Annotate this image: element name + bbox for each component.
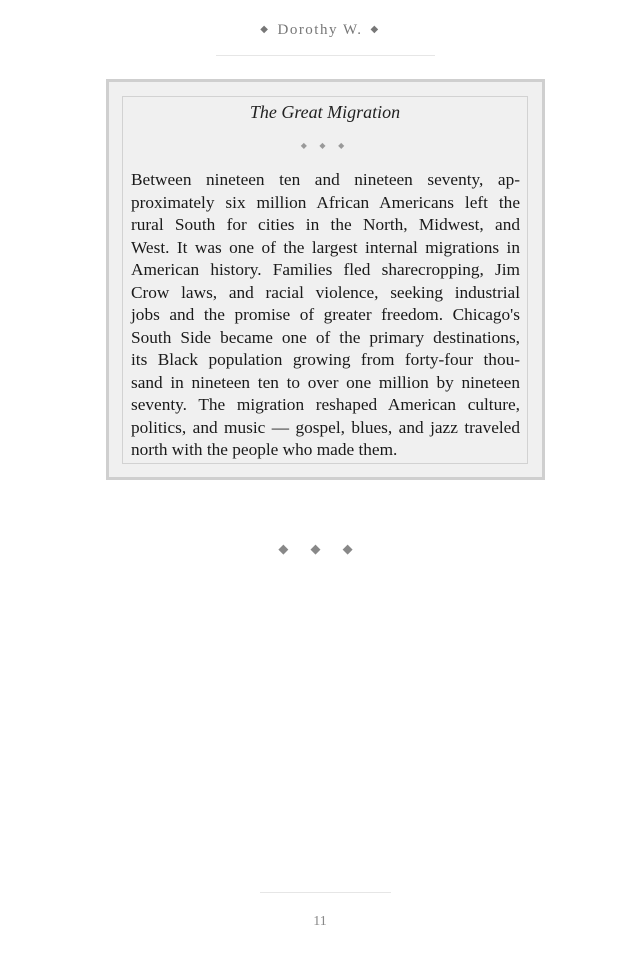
text-line: politics, and music — gospel, blues, and jazz traveled: [131, 417, 520, 437]
ornament-divider: ◆ ◆ ◆: [300, 141, 350, 150]
text-line: American history. Families fled sharecropping, Jim: [131, 260, 520, 279]
sidebar-box: [106, 79, 545, 480]
header-divider: [216, 55, 435, 56]
sidebar-title: The Great Migration: [249, 102, 401, 122]
diamond-ornament-icon: ◆: [370, 24, 380, 35]
text-line: proximately six million African Americans left the: [131, 192, 520, 212]
text-line: seventy. The migration reshaped American culture,: [131, 395, 520, 414]
text-line: Crow laws, and racial violence, seeking industrial: [131, 282, 520, 302]
sidebar-inner-frame: [122, 96, 528, 464]
section-break-ornament: ◆ ◆ ◆: [278, 542, 362, 557]
text-line: Between nineteen ten and nineteen seventy, ap-: [131, 170, 520, 189]
diamond-ornament-icon: ◆: [260, 24, 270, 35]
page-number: 11: [313, 914, 327, 929]
footer-divider: [260, 892, 391, 893]
text-line: jobs and the promise of greater freedom. Chicago's: [131, 305, 520, 324]
sidebar-body-text: [131, 169, 520, 462]
author-name: Dorothy W.: [277, 22, 363, 38]
text-line: West. It was one of the largest internal migrations in: [131, 237, 520, 257]
text-line: its Black population growing from forty-four thou-: [131, 350, 520, 369]
text-line: north with the people who made them.: [131, 440, 398, 459]
text-line: rural South for cities in the North, Midwest, and: [131, 215, 520, 234]
running-header: [0, 22, 640, 39]
text-line: South Side became one of the primary destinations,: [131, 327, 520, 347]
text-line: sand in nineteen ten to over one million by nineteen: [131, 372, 520, 392]
